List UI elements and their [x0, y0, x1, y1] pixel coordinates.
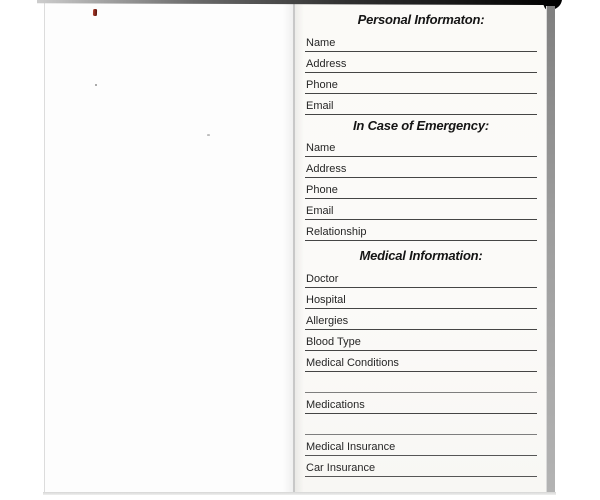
book-bottom-edge — [43, 492, 556, 495]
field-row-medications — [305, 393, 537, 414]
blank-ruled-line — [305, 414, 537, 435]
field-label: Address — [306, 162, 347, 175]
field-label: Medical Insurance — [306, 440, 396, 453]
right-form-page — [295, 3, 546, 493]
field-row-medical-insurance — [305, 435, 537, 456]
field-label: Allergies — [306, 314, 349, 327]
field-label: Relationship — [306, 225, 367, 238]
section-medical-information — [305, 247, 537, 477]
field-label: Blood Type — [306, 335, 361, 348]
field-label: Email — [306, 204, 334, 217]
book-top-edge — [0, 0, 600, 16]
field-row-name — [305, 136, 537, 157]
field-label: Name — [306, 36, 336, 49]
field-row-email — [305, 199, 537, 220]
spine-shadow — [283, 3, 293, 492]
left-blank-page — [44, 3, 294, 492]
field-row-address — [305, 157, 537, 178]
field-label: Phone — [306, 78, 338, 91]
field-row-doctor — [305, 267, 537, 288]
field-row-car-insurance — [305, 456, 537, 477]
field-row-hospital — [305, 288, 537, 309]
field-row-address — [305, 52, 537, 73]
field-label: Medications — [306, 398, 365, 411]
field-row-phone — [305, 178, 537, 199]
field-label: Email — [306, 99, 334, 112]
field-row-relationship — [305, 220, 537, 241]
section-title: In Case of Emergency: — [353, 118, 489, 133]
section-emergency — [305, 117, 537, 241]
field-label: Address — [306, 57, 347, 70]
field-row-medical-conditions — [305, 351, 537, 372]
scan-speck — [95, 84, 97, 86]
info-form — [305, 3, 537, 477]
field-row-phone — [305, 73, 537, 94]
scan-speck — [207, 134, 210, 136]
section-title: Medical Information: — [359, 248, 483, 263]
field-label: Phone — [306, 183, 338, 196]
field-label: Name — [306, 141, 336, 154]
field-row-allergies — [305, 309, 537, 330]
field-label: Medical Conditions — [306, 356, 399, 369]
section-title: Personal Informaton: — [357, 12, 485, 27]
field-row-blood-type — [305, 330, 537, 351]
book-right-edge — [546, 6, 555, 493]
section-personal-information — [305, 11, 537, 115]
field-row-name — [305, 31, 537, 52]
blank-ruled-line — [305, 372, 537, 393]
field-row-email — [305, 94, 537, 115]
spine-shadow — [295, 3, 304, 493]
field-label: Hospital — [306, 293, 346, 306]
field-label: Car Insurance — [306, 461, 376, 474]
field-label: Doctor — [306, 272, 339, 285]
